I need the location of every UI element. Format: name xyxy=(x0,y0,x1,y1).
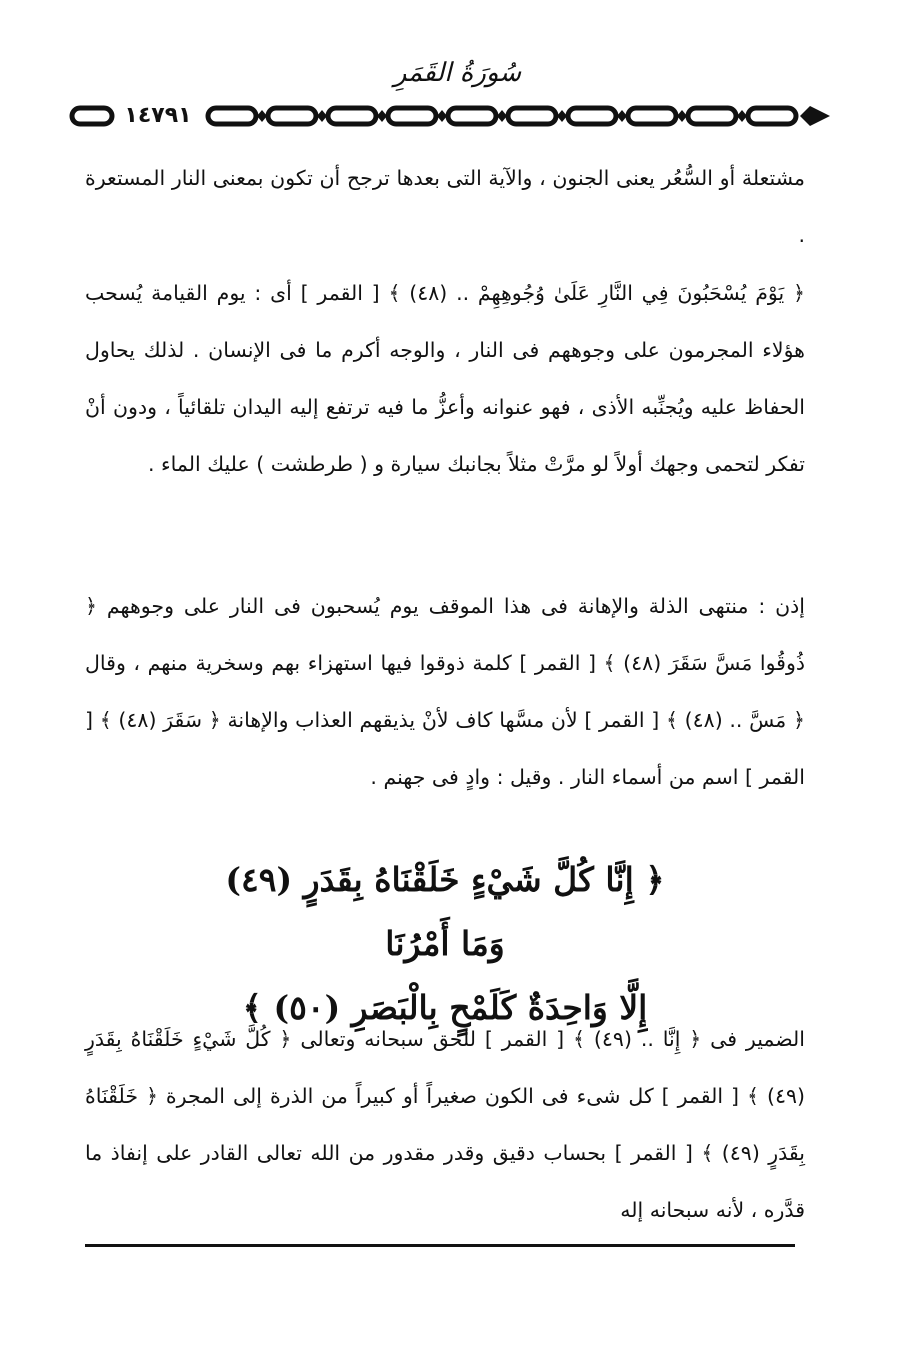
paragraph-text: ﴿ يَوْمَ يُسْحَبُونَ فِي النَّارِ عَلَىٰ وُجُوهِهِمْ .. (٤٨) ﴾ [ القمر ] أى : يوم القيامة يُسحب هؤلاء المجرمون على وجوههم فى النار ، والوجه أكرم ما فى الإنسان . لذلك يحاول الحفاظ عليه ويُجنِّبه الأذى ، فهو عنوانه وأعزُّ ما فيه ترتفع إليه اليدان تلقائياً ، ودون أنْ تفكر لتحمى وجهك أولاً لو مرَّتْ مثلاً بجانبك سيارة و ( طرطشت ) عليك الماء . xyxy=(85,281,805,476)
paragraph-text: مشتعلة أو السُّعُر يعنى الجنون ، والآية التى بعدها ترجح أن تكون بمعنى النار المستعرة . xyxy=(85,166,805,247)
verse-line-1: ﴿ إِنَّا كُلَّ شَيْءٍ خَلَقْنَاهُ بِقَدَرٍ (٤٩) وَمَا أَمْرُنَا xyxy=(225,860,665,963)
paragraph-4 xyxy=(85,1011,805,1239)
footer-rule xyxy=(85,1244,795,1247)
verse-line-2: إِلَّا وَاحِدَةٌ كَلَمْحٍ بِالْبَصَرِ (٥٠) ﴾ xyxy=(242,988,648,1027)
paragraph-2 xyxy=(85,265,805,493)
paragraph-text: إذن : منتهى الذلة والإهانة فى هذا الموقف يوم يُسحبون فى النار على وجوههم ﴿ ذُوقُوا مَسَّ سَقَرَ (٤٨) ﴾ [ القمر ] كلمة ذوقوا فيها استهزاء بهم وسخرية منهم ، وقال ﴿ مَسَّ .. (٤٨) ﴾ [ القمر ] لأن مسَّها كاف لأنْ يذيقهم العذاب والإهانة ﴿ سَقَرَ (٤٨) ﴾ [ القمر ] اسم من أسماء النار . وقيل : وادٍ فى جهنم . xyxy=(85,594,806,789)
paragraph-text: الضمير فى ﴿ إِنَّا .. (٤٩) ﴾ [ القمر ] للحق سبحانه وتعالى ﴿ كُلَّ شَيْءٍ خَلَقْنَاهُ بِقَدَرٍ (٤٩) ﴾ [ القمر ] كل شىء فى الكون صغيراً أو كبيراً من الذرة إلى المجرة ﴿ خَلَقْنَاهُ بِقَدَرٍ (٤٩) ﴾ [ القمر ] بحساب دقيق وقدر مقدور من الله تعالى القادر على إنفاذ ما قدَّره ، لأنه سبحانه إله xyxy=(85,1027,805,1222)
paragraph-1 xyxy=(85,150,805,264)
surah-title: سُورَةُ القَمَرِ xyxy=(393,58,522,88)
page-number: ١٤٧٩١ xyxy=(118,103,198,128)
quran-verse-block xyxy=(210,848,680,1027)
paragraph-3 xyxy=(85,578,805,806)
